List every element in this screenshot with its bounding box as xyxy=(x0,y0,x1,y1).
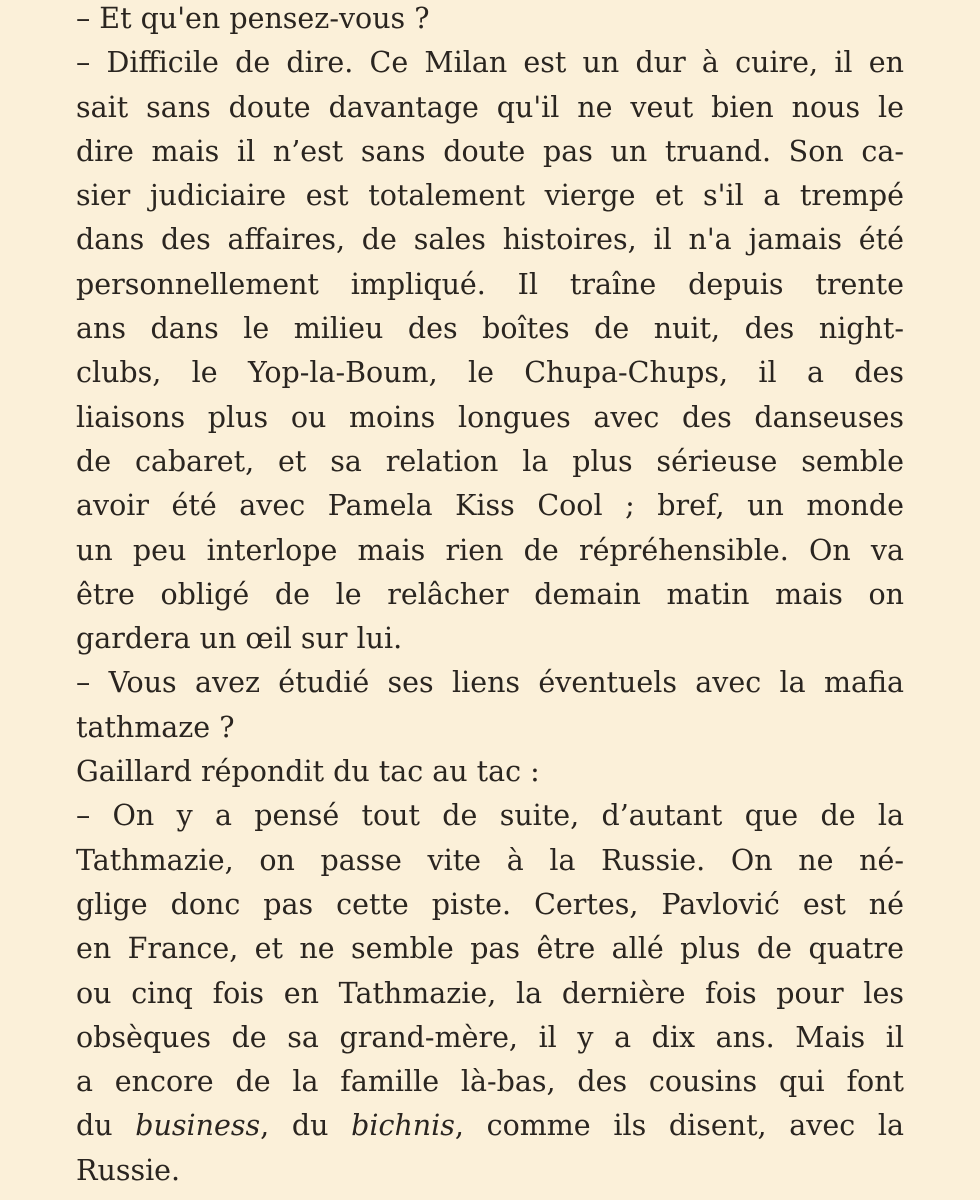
line-24: obsèques de sa grand-mère, il y a dix ans. Mais il xyxy=(76,1020,904,1054)
line-2: – Difficile de dire. Ce Milan est un dur à cuire, il en xyxy=(76,46,904,80)
line-12: avoir été avec Pamela Kiss Cool ; bref, un monde xyxy=(76,489,904,523)
line-6: dans des affaires, de sales histoires, il n'a jamais été xyxy=(76,223,904,257)
line-3: sait sans doute davantage qu'il ne veut bien nous le xyxy=(76,90,904,124)
line-26-segment-5: , comme ils disent, avec la xyxy=(454,1109,904,1143)
line-27: Russie. xyxy=(76,1153,181,1187)
line-11: de cabaret, et sa relation la plus sérieuse semble xyxy=(76,444,904,478)
line-18: Gaillard répondit du tac au tac : xyxy=(76,755,540,789)
line-8: ans dans le milieu des boîtes de nuit, des night- xyxy=(76,312,904,346)
line-25: a encore de la famille là-bas, des cousins qui font xyxy=(76,1065,904,1099)
line-22: en France, et ne semble pas être allé plus de quatre xyxy=(76,932,904,966)
book-page xyxy=(76,0,904,1200)
line-17: tathmaze ? xyxy=(76,710,235,744)
italic-word-business: business xyxy=(135,1109,261,1143)
line-4: dire mais il n’est sans doute pas un truand. Son ca- xyxy=(76,134,904,168)
line-7: personnellement impliqué. Il traîne depuis trente xyxy=(76,267,904,301)
line-9: clubs, le Yop-la-Boum, le Chupa-Chups, il a des xyxy=(76,356,904,390)
line-5: sier judiciaire est totalement vierge et s'il a trempé xyxy=(76,179,904,213)
line-20: Tathmazie, on passe vite à la Russie. On ne né- xyxy=(76,843,904,877)
line-21: glige donc pas cette piste. Certes, Pavlović est né xyxy=(76,887,904,921)
line-15: gardera un œil sur lui. xyxy=(76,622,403,656)
line-26-segment-3: , du xyxy=(260,1109,352,1143)
line-10: liaisons plus ou moins longues avec des danseuses xyxy=(76,400,904,434)
line-26 xyxy=(76,1104,904,1148)
line-16: – Vous avez étudié ses liens éventuels avec la mafia xyxy=(76,666,904,700)
line-26-segment-1: du xyxy=(76,1109,136,1143)
line-23: ou cinq fois en Tathmazie, la dernière fois pour les xyxy=(76,976,904,1010)
line-1: – Et qu'en pensez-vous ? xyxy=(76,2,430,35)
line-13: un peu interlope mais rien de répréhensible. On va xyxy=(76,533,904,567)
italic-word-bichnis: bichnis xyxy=(351,1109,455,1143)
line-19: – On y a pensé tout de suite, d’autant que de la xyxy=(76,799,904,833)
line-14: être obligé de le relâcher demain matin mais on xyxy=(76,577,904,611)
